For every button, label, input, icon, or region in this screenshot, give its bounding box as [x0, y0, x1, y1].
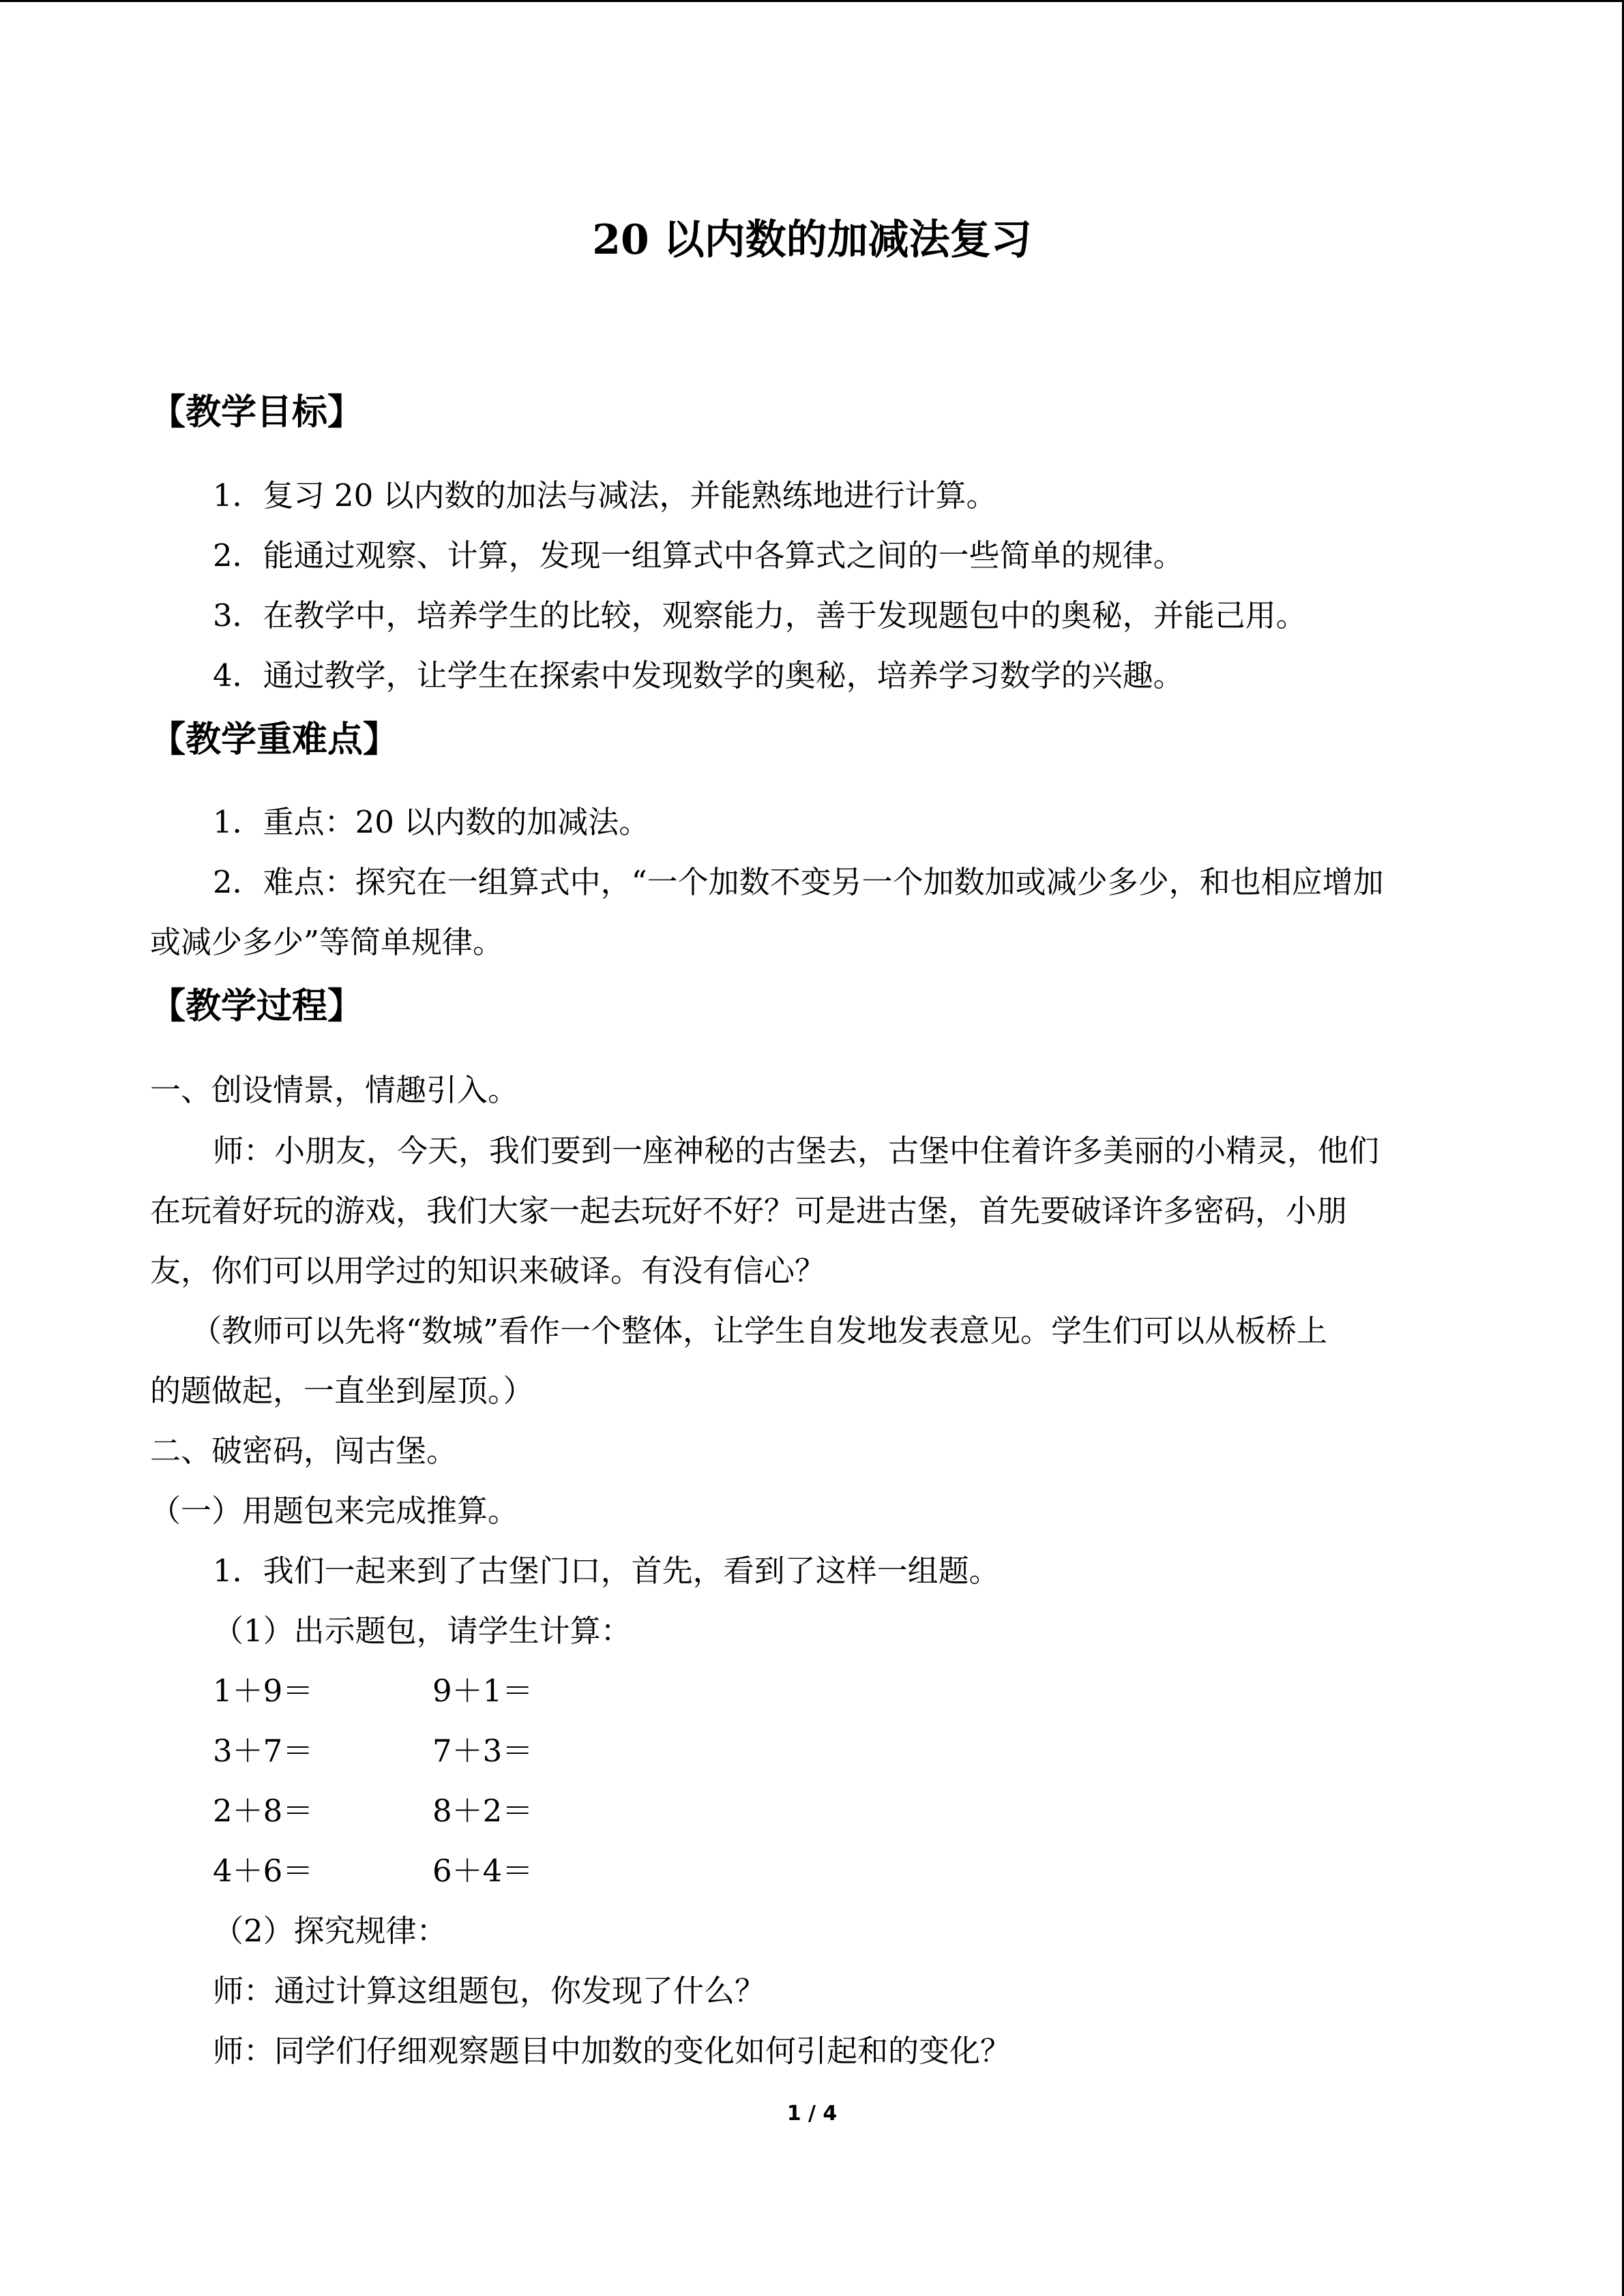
- equation-3a: 2＋8＝: [213, 1793, 314, 1829]
- section-heading-process: 【教学过程】: [150, 985, 364, 1027]
- process-after-3: 师：同学们仔细观察题目中加数的变化如何引起和的变化？: [213, 2033, 1012, 2069]
- process-line-9: 1．我们一起来到了古堡门口，首先，看到了这样一组题。: [213, 1553, 1000, 1589]
- section-heading-key-points: 【教学重难点】: [150, 719, 399, 760]
- process-line-8: （一）用题包来完成推算。: [150, 1493, 519, 1529]
- page-number: 1 / 4: [786, 2102, 838, 2126]
- equation-4a: 4＋6＝: [213, 1853, 314, 1889]
- goal-item-3: 3．在教学中，培养学生的比较，观察能力，善于发现题包中的奥秘，并能己用。: [213, 597, 1307, 633]
- equation-2a: 3＋7＝: [213, 1733, 314, 1769]
- process-line-2: 师：小朋友，今天，我们要到一座神秘的古堡去，古堡中住着许多美丽的小精灵，他们: [213, 1133, 1380, 1169]
- process-line-1: 一、创设情景，情趣引入。: [150, 1072, 519, 1108]
- equation-3b: 8＋2＝: [432, 1793, 533, 1829]
- goal-item-4: 4．通过教学，让学生在探索中发现数学的奥秘，培养学习数学的兴趣。: [213, 657, 1184, 694]
- section-heading-goals: 【教学目标】: [150, 391, 364, 433]
- process-line-4: 友，你们可以用学过的知识来破译。有没有信心？: [150, 1253, 826, 1289]
- process-after-1: （2）探究规律：: [213, 1913, 447, 1949]
- goal-item-1: 1．复习 20 以内数的加法与减法，并能熟练地进行计算。: [213, 477, 997, 513]
- process-line-5: （教师可以先将“数城”看作一个整体，让学生自发地发表意见。学生们可以从板桥上: [191, 1313, 1328, 1349]
- key-point-2-continued: 或减少多少”等简单规律。: [150, 924, 504, 960]
- equation-4b: 6＋4＝: [432, 1853, 533, 1889]
- process-after-2: 师：通过计算这组题包，你发现了什么？: [213, 1973, 766, 2009]
- document-title: 20 以内数的加减法复习: [592, 216, 1032, 264]
- page-border-top: [0, 0, 1624, 2]
- process-line-7: 二、破密码，闯古堡。: [150, 1433, 458, 1469]
- process-line-3: 在玩着好玩的游戏，我们大家一起去玩好不好？可是进古堡，首先要破译许多密码，小朋: [150, 1193, 1348, 1229]
- equation-2b: 7＋3＝: [432, 1733, 533, 1769]
- equation-1b: 9＋1＝: [432, 1673, 533, 1709]
- key-point-1: 1．重点：20 以内数的加减法。: [213, 804, 650, 840]
- key-point-2: 2．难点：探究在一组算式中，“一个加数不变另一个加数加或减少多少，和也相应增加: [213, 864, 1384, 900]
- goal-item-2: 2．能通过观察、计算，发现一组算式中各算式之间的一些简单的规律。: [213, 537, 1184, 573]
- process-line-6: 的题做起，一直坐到屋顶。）: [150, 1373, 534, 1409]
- process-line-10: （1）出示题包，请学生计算：: [213, 1613, 632, 1649]
- equation-1a: 1＋9＝: [213, 1673, 314, 1709]
